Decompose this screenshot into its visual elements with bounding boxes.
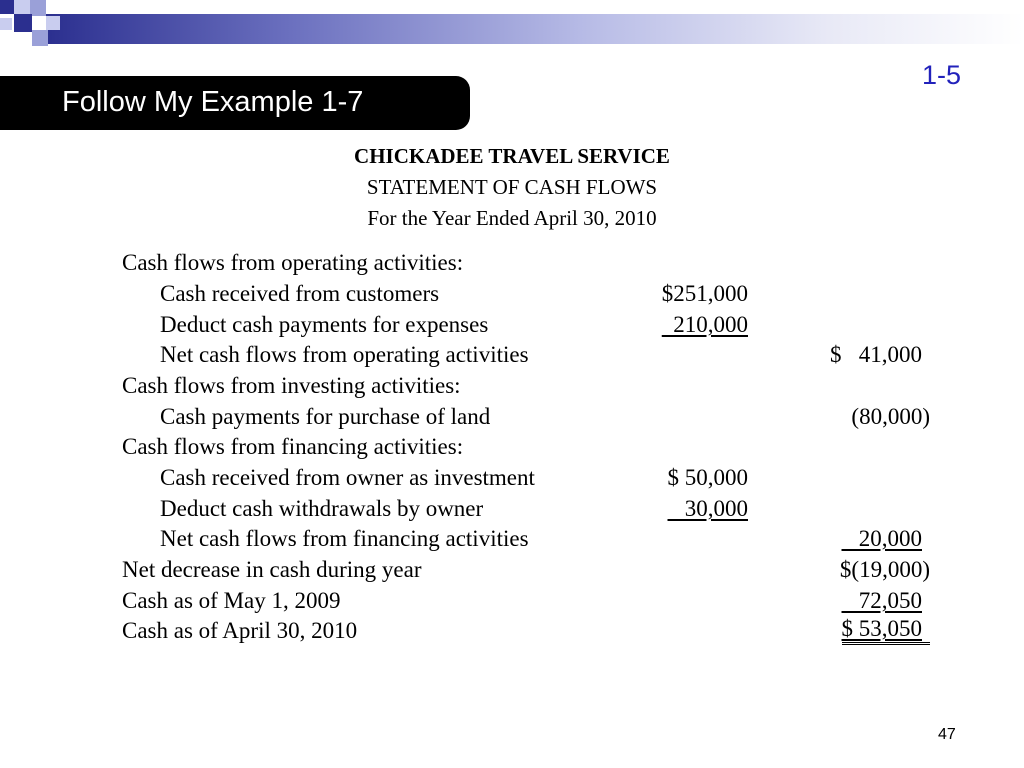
row-label: Cash flows from financing activities:: [122, 434, 464, 459]
decorative-square: [0, 0, 14, 14]
statement-row: [0, 310, 1024, 340]
page-number: 47: [938, 726, 956, 743]
row-label: Net cash flows from financing activities: [160, 526, 529, 551]
statement-row: [0, 494, 1024, 524]
decorative-square: [46, 16, 60, 30]
row-amount-col1: $ 50,000: [667, 465, 748, 490]
statement-row: [0, 586, 1024, 616]
statement-row: [0, 524, 1024, 554]
row-amount-col2: (80,000): [851, 404, 930, 429]
statement-row: [0, 279, 1024, 309]
row-amount-col2: $(19,000): [839, 557, 930, 582]
statement-row: [0, 340, 1024, 370]
statement-row: [0, 371, 1024, 401]
decorative-square: [14, 14, 32, 32]
slide-section-number: 1-5: [922, 60, 962, 90]
decorative-square: [0, 18, 12, 30]
row-label: Net cash flows from operating activities: [160, 342, 529, 367]
row-amount-col1: 210,000: [661, 312, 748, 337]
slide-title: Follow My Example 1-7: [62, 86, 364, 118]
header-gradient-bar: [46, 14, 1024, 44]
row-label: Deduct cash withdrawals by owner: [160, 496, 484, 521]
row-label: Cash received from owner as investment: [160, 465, 535, 490]
statement-period: For the Year Ended April 30, 2010: [367, 206, 657, 230]
row-amount-col1: 30,000: [667, 496, 748, 521]
row-amount-col1: $251,000: [661, 281, 748, 306]
row-label: Cash flows from operating activities:: [122, 250, 464, 275]
statement-row: [0, 463, 1024, 493]
statement-row: [0, 432, 1024, 462]
statement-row: [0, 555, 1024, 585]
statement-row: [0, 616, 1024, 646]
row-label: Cash as of April 30, 2010: [122, 618, 358, 643]
row-amount-col2: $ 41,000: [830, 342, 922, 367]
row-amount-col2: 20,000: [841, 526, 922, 551]
row-label: Cash as of May 1, 2009: [122, 588, 341, 613]
statement-row: [0, 402, 1024, 432]
row-amount-col2: $ 53,050: [842, 616, 931, 645]
decorative-square: [32, 30, 48, 46]
company-name: CHICKADEE TRAVEL SERVICE: [354, 144, 670, 168]
statement-row: [0, 248, 1024, 278]
row-label: Net decrease in cash during year: [122, 557, 422, 582]
row-label: Deduct cash payments for expenses: [160, 312, 489, 337]
decorative-square: [14, 0, 30, 14]
statement-name: STATEMENT OF CASH FLOWS: [366, 175, 658, 199]
row-label: Cash flows from investing activities:: [122, 373, 461, 398]
row-label: Cash payments for purchase of land: [160, 404, 491, 429]
row-amount-col2: 72,050: [841, 588, 922, 613]
row-label: Cash received from customers: [160, 281, 440, 306]
decorative-square: [30, 0, 46, 16]
